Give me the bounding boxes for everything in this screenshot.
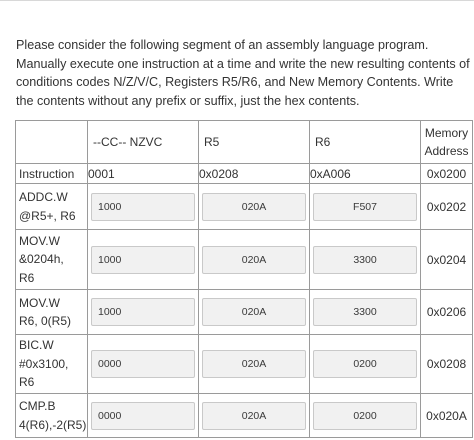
instruction-line: #0x3100, — [19, 356, 69, 371]
header-r5: R5 — [199, 121, 310, 164]
instruction-line: BIC.W — [19, 338, 54, 353]
r6-answer-field[interactable]: F507 — [313, 193, 417, 221]
instruction-line: R6 — [19, 270, 35, 285]
cc-answer-field[interactable]: 1000 — [91, 246, 195, 274]
instruction-label — [16, 230, 88, 290]
instruction-line: CMP.B — [19, 399, 56, 413]
header-r6: R6 — [310, 121, 421, 164]
memory-address: 0x020A — [421, 394, 473, 438]
r6-answer-field[interactable]: 0200 — [313, 350, 417, 378]
instruction-line: MOV.W — [19, 295, 60, 310]
instruction-label — [16, 394, 88, 438]
memory-address: 0x0204 — [421, 230, 473, 290]
cc-answer-field[interactable]: 1000 — [91, 193, 195, 221]
top-divider — [0, 0, 474, 1]
cc-answer-field[interactable]: 0000 — [91, 350, 195, 378]
header-memory-line1: Memory — [424, 126, 469, 140]
table-row — [16, 184, 473, 230]
cc-answer-field[interactable]: 1000 — [91, 298, 195, 326]
memory-address: 0x0206 — [421, 290, 473, 335]
r5-answer-field[interactable]: 020A — [202, 350, 306, 378]
instruction-label — [16, 335, 88, 394]
instruction-line: R6 — [19, 375, 35, 390]
instruction-line: &0204h, — [19, 252, 64, 267]
initial-cc: 0001 — [88, 164, 199, 184]
header-row — [16, 121, 473, 164]
header-blank-cell — [16, 121, 88, 164]
instruction-line: 4(R6),-2(R5) — [19, 417, 87, 432]
r6-answer-field[interactable]: 3300 — [313, 246, 417, 274]
instruction-line: ADDC.W — [19, 190, 68, 204]
r6-answer-field[interactable]: 0200 — [313, 402, 417, 430]
memory-address: 0x0208 — [421, 335, 473, 394]
initial-r6: 0xA006 — [310, 164, 421, 184]
instruction-line: MOV.W — [19, 233, 60, 248]
question-text: Please consider the following segment of an assembly language program. Manually execute one instruction at a time and write the new resulting contents of conditions codes N/Z/V/C, Registers R5/R6, and New Memory Contents. Write the contents without any prefix or suffix, just the hex contents. — [16, 38, 470, 108]
cc-answer-field[interactable]: 0000 — [91, 402, 195, 430]
instruction-line: @R5+, R6 — [19, 208, 76, 223]
r6-answer-field[interactable]: 3300 — [313, 298, 417, 326]
table-row — [16, 230, 473, 290]
r5-answer-field[interactable]: 020A — [202, 246, 306, 274]
table-row — [16, 290, 473, 335]
instruction-label — [16, 184, 88, 230]
table-row — [16, 394, 473, 438]
r5-answer-field[interactable]: 020A — [202, 193, 306, 221]
initial-row — [16, 164, 473, 184]
table-row — [16, 335, 473, 394]
initial-mem: 0x0200 — [421, 164, 473, 184]
header-memory-address — [421, 121, 473, 164]
header-cc: --CC-- NZVC — [88, 121, 199, 164]
initial-label: Instruction — [16, 164, 88, 184]
answer-table — [15, 120, 473, 438]
instruction-line: R6, 0(R5) — [19, 314, 72, 328]
initial-r5: 0x0208 — [199, 164, 310, 184]
r5-answer-field[interactable]: 020A — [202, 298, 306, 326]
r5-answer-field[interactable]: 020A — [202, 402, 306, 430]
memory-address: 0x0202 — [421, 184, 473, 230]
header-memory-line2: Address — [424, 144, 469, 158]
instruction-label — [16, 290, 88, 335]
